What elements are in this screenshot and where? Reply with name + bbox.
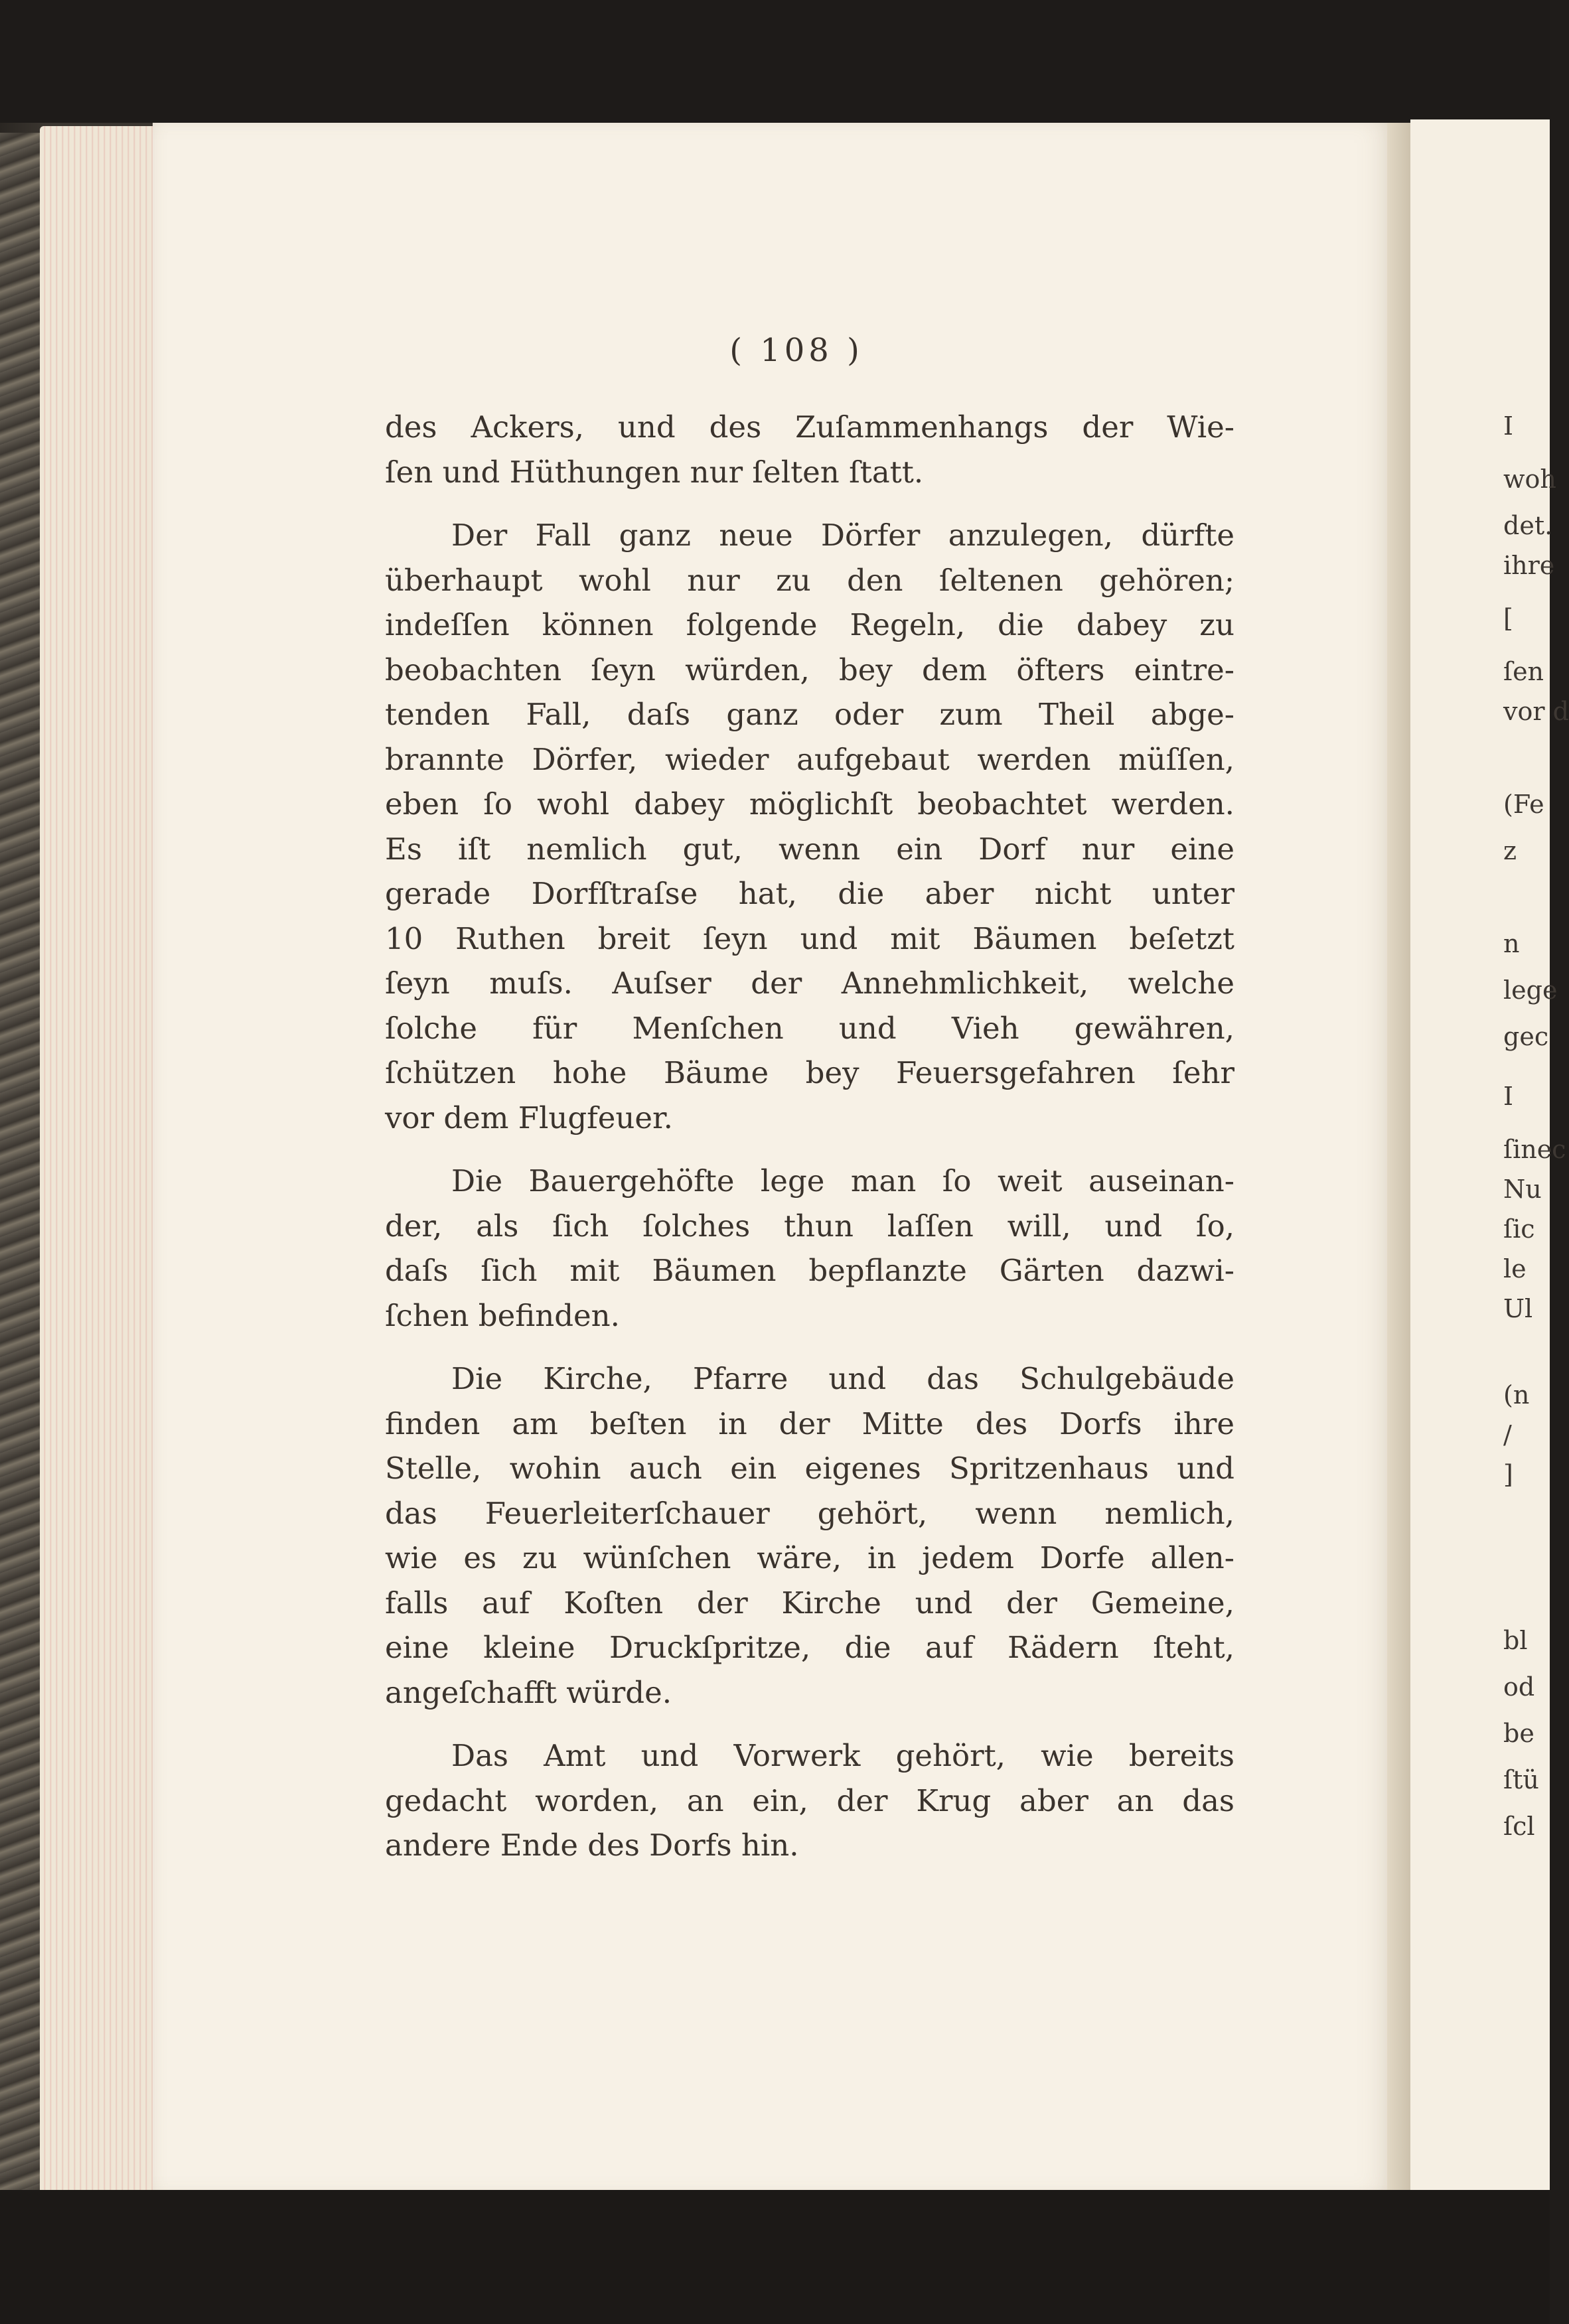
next-page-line: det. xyxy=(1503,511,1553,540)
next-page-line: I xyxy=(1503,1082,1514,1111)
text-line: ſeyn muſs. Auſser der Annehmlichkeit, welche xyxy=(385,966,1234,1001)
text-line: vor dem Flugfeuer. xyxy=(385,1100,673,1135)
next-page-line: (Fe xyxy=(1503,790,1544,819)
text-line: ſchützen hohe Bäume bey Feuersgefahren ſehr xyxy=(385,1055,1234,1090)
next-page-line: be xyxy=(1503,1719,1534,1748)
next-page-line: (n xyxy=(1503,1380,1530,1410)
text-line: eine kleine Druckſpritze, die auf Rädern ſteht, xyxy=(385,1630,1234,1665)
next-page-line: Ul xyxy=(1503,1294,1533,1323)
text-line: brannte Dörfer, wieder aufgebaut werden müſſen, xyxy=(385,741,1234,777)
next-page-line: ſtü xyxy=(1503,1765,1539,1794)
paragraph xyxy=(385,513,1234,1140)
paragraph xyxy=(385,405,1234,494)
top-border xyxy=(0,0,1550,123)
text-line: 10 Ruthen breit ſeyn und mit Bäumen beſetzt xyxy=(385,920,1234,956)
next-page-line: / xyxy=(1503,1420,1512,1449)
text-line: ſen und Hüthungen nur ſelten ſtatt. xyxy=(385,454,924,490)
paragraph xyxy=(385,1733,1234,1868)
text-line: Die Kirche, Pfarre und das Schulgebäude xyxy=(451,1361,1234,1396)
next-page-line: od xyxy=(1503,1672,1535,1702)
text-line: Der Fall ganz neue Dörfer anzulegen, dürfte xyxy=(451,518,1234,553)
next-page-line: ihre xyxy=(1503,551,1555,580)
next-page-line: ſic xyxy=(1503,1214,1535,1244)
next-page-line: le xyxy=(1503,1254,1527,1283)
next-page-line: ſinec xyxy=(1503,1135,1566,1164)
text-line: ſolche für Menſchen und Vieh gewähren, xyxy=(385,1010,1234,1046)
text-line: Das Amt und Vorwerk gehört, wie bereits xyxy=(451,1738,1234,1773)
next-page-line: I xyxy=(1503,411,1514,441)
text-line: daſs ſich mit Bäumen bepflanzte Gärten dazwi- xyxy=(385,1253,1234,1288)
paragraph xyxy=(385,1159,1234,1338)
text-line: Die Bauergehöfte lege man ſo weit auseinan- xyxy=(451,1163,1234,1198)
book-gutter xyxy=(1387,123,1414,2193)
text-line: Es iſt nemlich gut, wenn ein Dorf nur eine xyxy=(385,831,1234,867)
text-line: andere Ende des Dorfs hin. xyxy=(385,1828,799,1863)
text-line: indeſſen können folgende Regeln, die dabey zu xyxy=(385,607,1234,642)
next-page-line: z xyxy=(1503,836,1517,865)
next-page-line: vor d xyxy=(1503,697,1569,726)
bottom-border xyxy=(0,2190,1550,2324)
next-page-line: ſen xyxy=(1503,657,1544,686)
text-line: des Ackers, und des Zuſammenhangs der Wie- xyxy=(385,409,1234,445)
text-line: falls auf Koſten der Kirche und der Gemeine, xyxy=(385,1585,1234,1621)
text-line: ſchen befinden. xyxy=(385,1297,620,1333)
next-page-line: gec xyxy=(1503,1022,1549,1051)
text-line: wie es zu wünſchen wäre, in jedem Dorfe allen- xyxy=(385,1540,1234,1575)
text-line: Stelle, wohin auch ein eigenes Spritzenhaus und xyxy=(385,1451,1234,1486)
text-line: angeſchafft würde. xyxy=(385,1674,672,1710)
text-line: beobachten ſeyn würden, bey dem öfters eintre- xyxy=(385,652,1234,688)
paragraph xyxy=(385,1356,1234,1715)
next-page-line: ] xyxy=(1503,1460,1513,1489)
next-page-line: lege xyxy=(1503,976,1558,1005)
next-page-line: n xyxy=(1503,929,1520,958)
next-page-line: [ xyxy=(1503,604,1513,633)
next-page-line: bl xyxy=(1503,1626,1528,1655)
page-edges xyxy=(40,126,166,2203)
page-number: ( 108 ) xyxy=(729,332,863,369)
text-line: finden am beſten in der Mitte des Dorfs ihre xyxy=(385,1406,1234,1441)
text-line: überhaupt wohl nur zu den ſeltenen gehören; xyxy=(385,562,1234,598)
body-text xyxy=(385,405,1234,1887)
next-page-fragment xyxy=(1410,119,1569,2210)
text-line: gedacht worden, an ein, der Krug aber an das xyxy=(385,1782,1234,1818)
next-page-line: Nu xyxy=(1503,1175,1542,1204)
text-line: tenden Fall, daſs ganz oder zum Theil abge- xyxy=(385,697,1234,732)
text-line: der, als ſich ſolches thun laſſen will, und ſo, xyxy=(385,1208,1234,1244)
text-line: eben ſo wohl dabey möglichſt beobachtet werden. xyxy=(385,786,1234,822)
next-page-line: ſcl xyxy=(1503,1812,1535,1841)
text-line: das Feuerleiterſchauer gehört, wenn nemlich, xyxy=(385,1495,1234,1531)
next-page-line: woh xyxy=(1503,465,1556,494)
text-line: gerade Dorfſtraſse hat, die aber nicht unter xyxy=(385,876,1234,911)
